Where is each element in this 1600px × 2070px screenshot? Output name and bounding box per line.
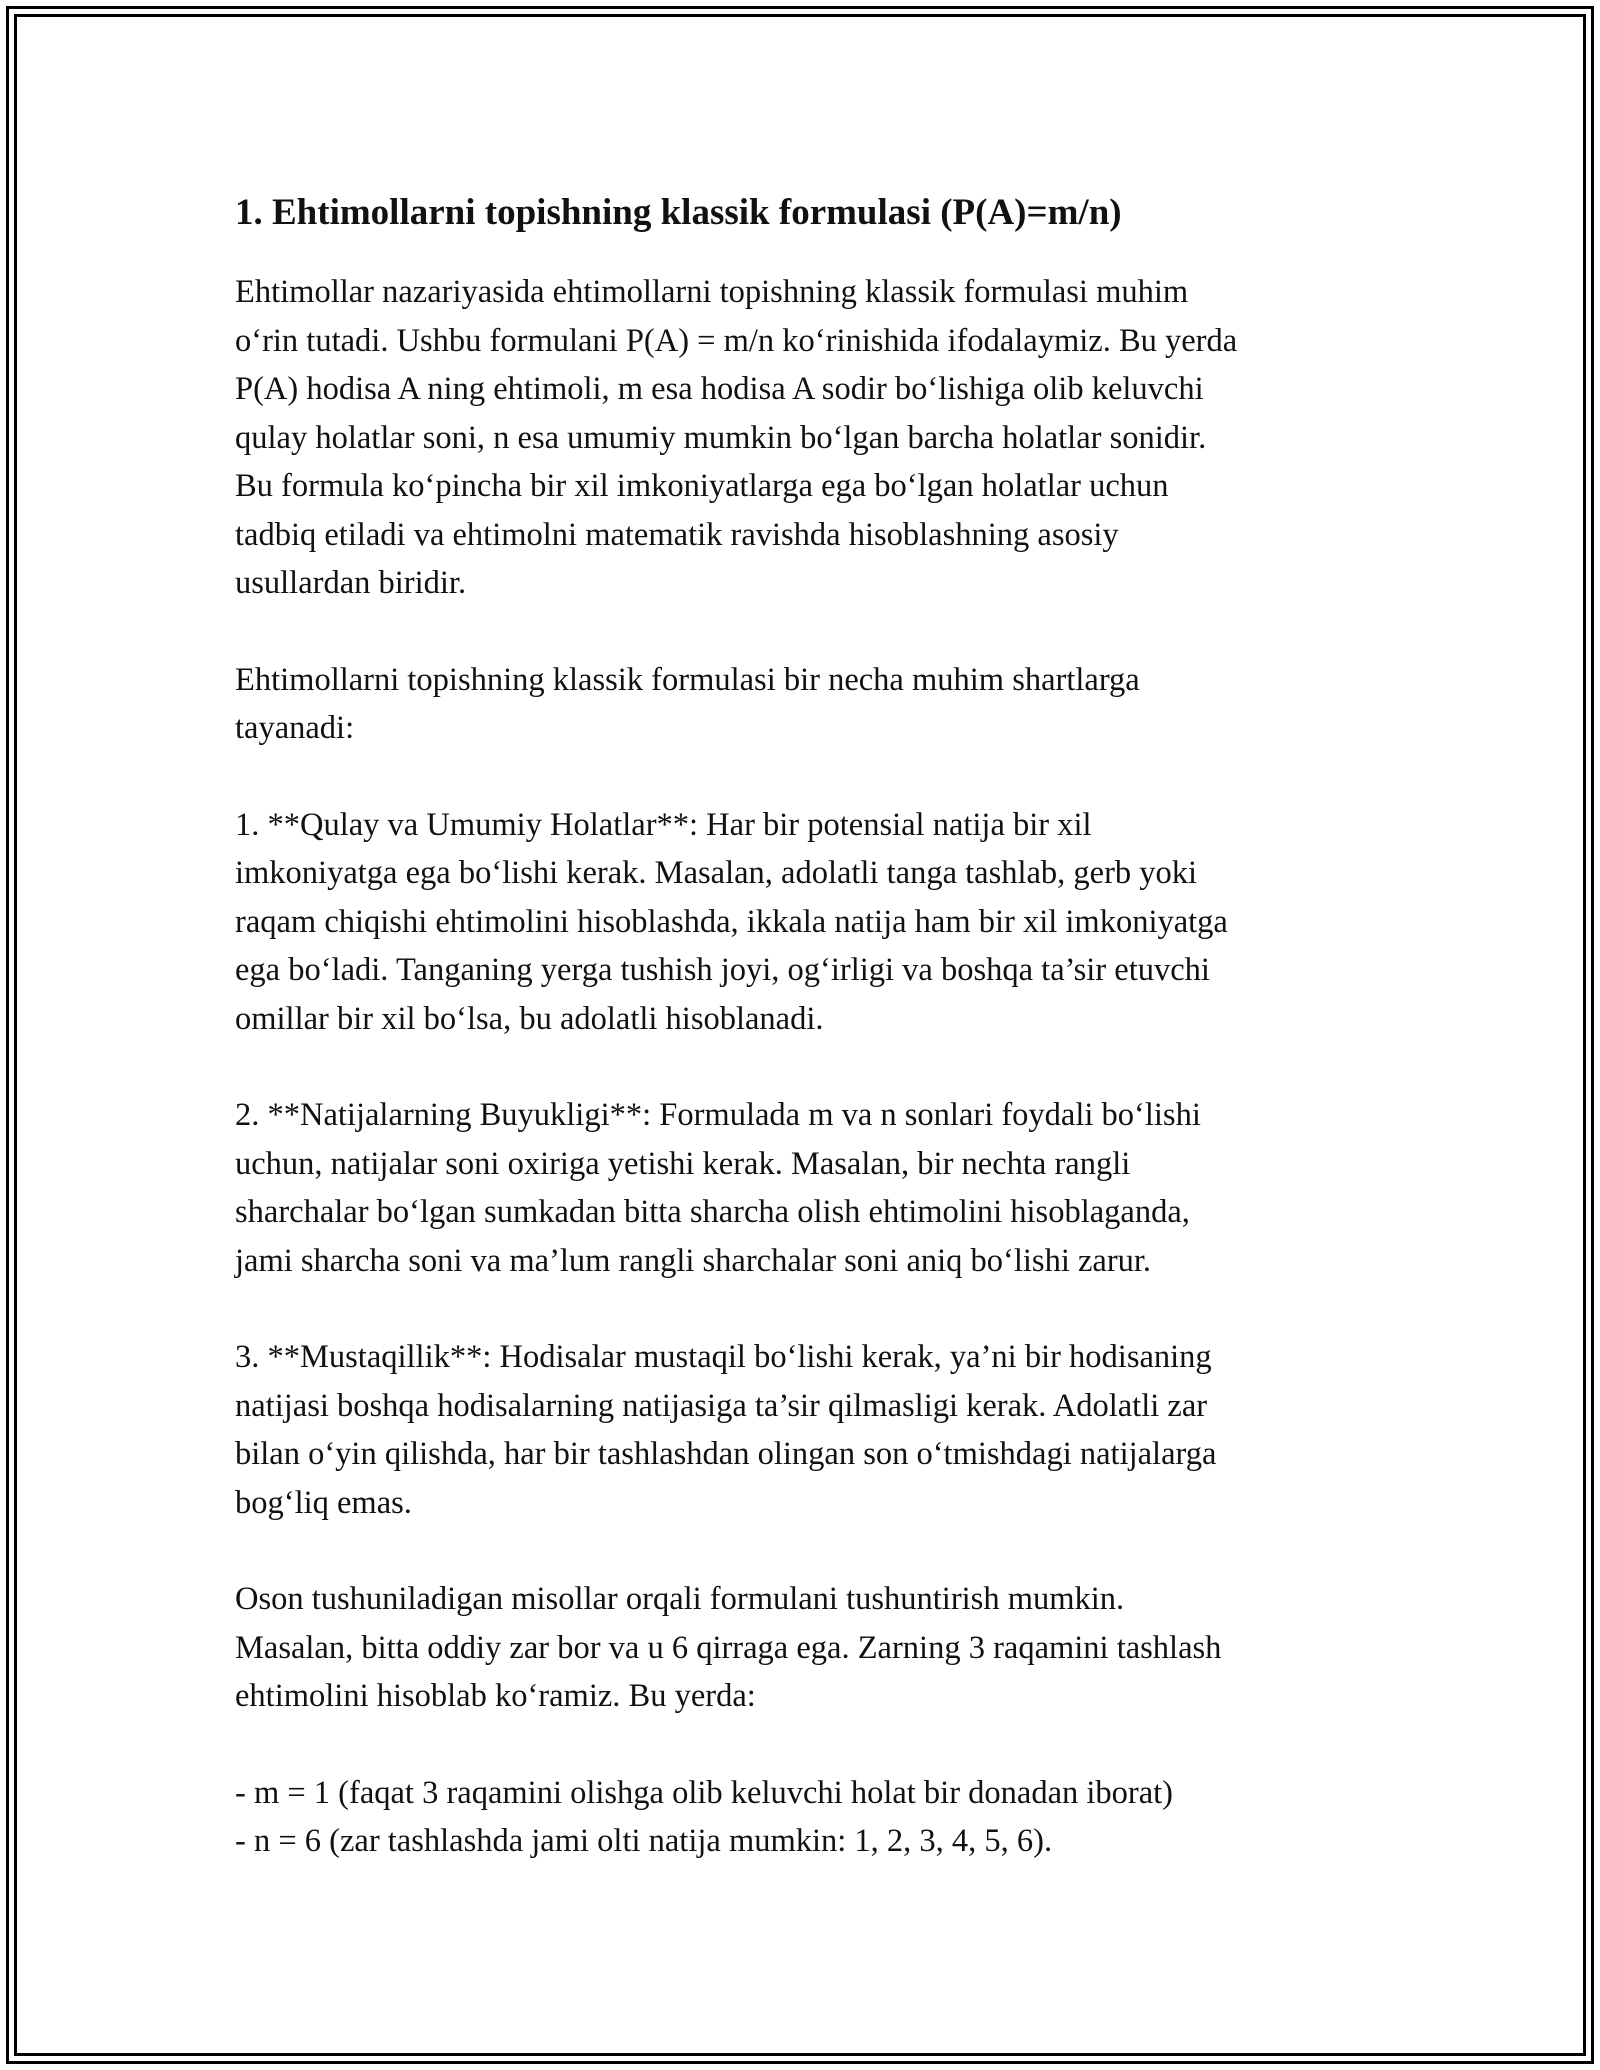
- intro-paragraph: Ehtimollar nazariyasida ehtimollarni topishning klassik formulasi muhim o‘rin tutadi. Ushbu formulani P(A) = m/n ko‘rinishida ifodalaymiz. Bu yerda P(A) hodisa A ning ehtimoli, m esa hodisa A sodir bo‘lishiga olib keluvchi qulay holatlar soni, n esa umumiy mumkin bo‘lgan barcha holatlar sonidir. Bu formula ko‘pincha bir xil imkoniyatlarga ega bo‘lgan holatlar uchun tadbiq etiladi va ehtimolni matematik ravishda hisoblashning asosiy usullardan biridir.: [235, 274, 1238, 601]
- list-item-m: - m = 1 (faqat 3 raqamini olishga olib keluvchi holat bir donadan iborat): [235, 1774, 1174, 1811]
- conditions-intro-paragraph: Ehtimollarni topishning klassik formulasi bir necha muhim shartlarga tayanadi:: [235, 661, 1140, 746]
- example-list: [235, 1769, 1380, 1866]
- condition-3-paragraph: 3. **Mustaqillik**: Hodisalar mustaqil bo‘lishi kerak, ya’ni bir hodisaning natijasi boshqa hodisalarning natijasiga ta’sir qilmasligi kerak. Adolatli zar bilan o‘yin qilishda, har bir tashlashdan olingan son o‘tmishdagi natijalarga bog‘liq emas.: [235, 1339, 1217, 1521]
- condition-1-paragraph: 1. **Qulay va Umumiy Holatlar**: Har bir potensial natija bir xil imkoniyatga ega bo‘lishi kerak. Masalan, adolatli tanga tashlab, gerb yoki raqam chiqishi ehtimolini hisoblashda, ikkala natija ham bir xil imkoniyatga ega bo‘ladi. Tanganing yerga tushish joyi, og‘irligi va boshqa ta’sir etuvchi omillar bir xil bo‘lsa, bu adolatli hisoblanadi.: [235, 806, 1228, 1037]
- example-paragraph: Oson tushuniladigan misollar orqali formulani tushuntirish mumkin. Masalan, bitta oddiy zar bor va u 6 qirraga ega. Zarning 3 raqamini tashlash ehtimolini hisoblab ko‘ramiz. Bu yerda:: [235, 1581, 1222, 1714]
- section-heading: 1. Ehtimollarni topishning klassik formulasi (P(A)=m/n): [235, 192, 1122, 233]
- list-item-n: - n = 6 (zar tashlashda jami olti natija mumkin: 1, 2, 3, 4, 5, 6).: [235, 1823, 1053, 1859]
- condition-2-paragraph: 2. **Natijalarning Buyukligi**: Formulada m va n sonlari foydali bo‘lishi uchun, natijalar soni oxiriga yetishi kerak. Masalan, bir nechta rangli sharchalar bo‘lgan sumkadan bitta sharcha olish ehtimolini hisoblaganda, jami sharcha soni va ma’lum rangli sharchalar soni aniq bo‘lishi zarur.: [235, 1097, 1201, 1279]
- document-body: [235, 186, 1380, 1866]
